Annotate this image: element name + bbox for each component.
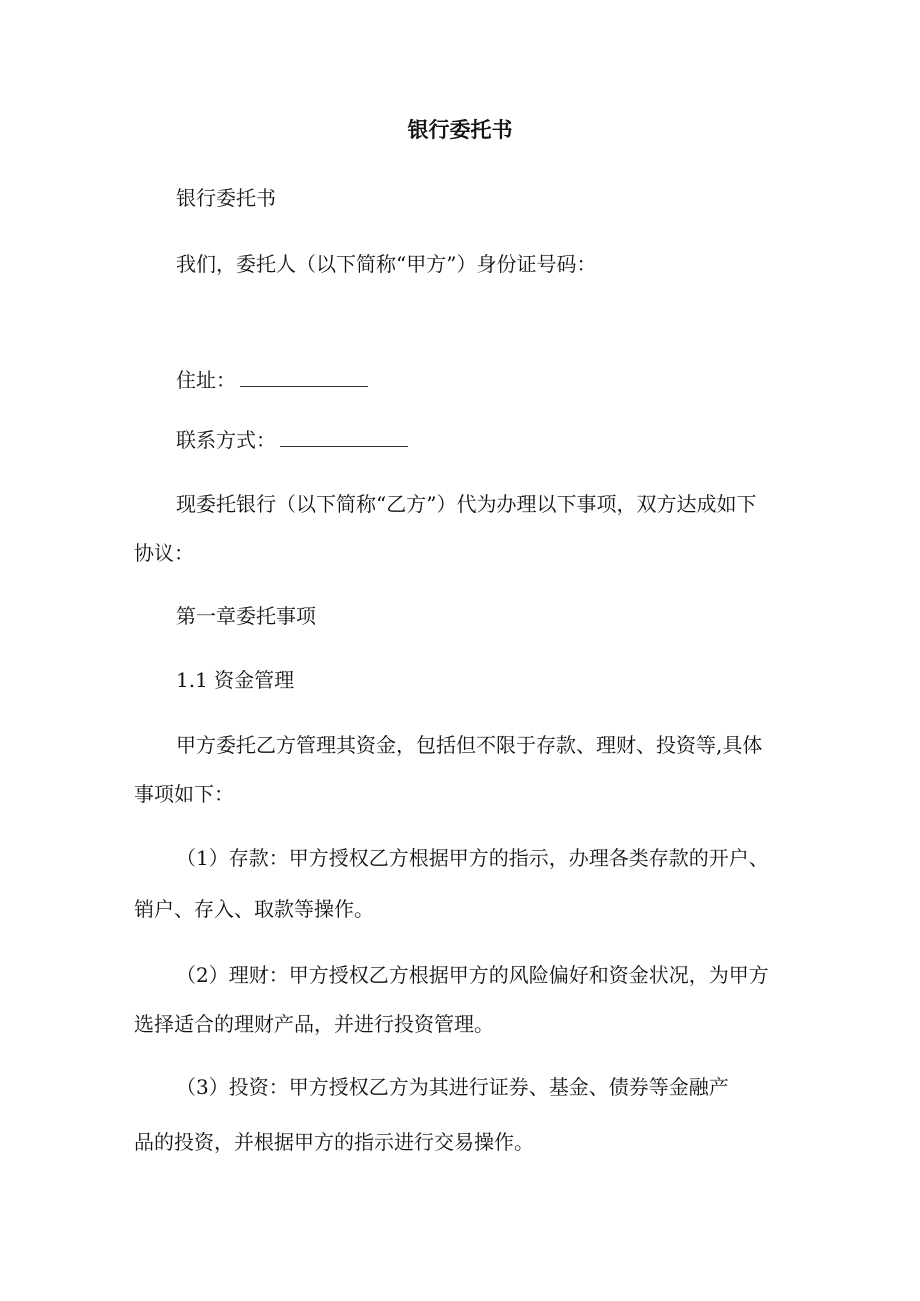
address-blank-line: [240, 368, 368, 387]
intro-text: 我们，委托人（以下简称“甲方”）身份证号码：: [176, 252, 597, 276]
contact-label: 联系方式：: [176, 428, 276, 452]
item-1-line-2: 销户、存入、取款等操作。: [134, 897, 374, 921]
document-subtitle: 银行委托书: [176, 186, 276, 210]
contact-blank-line: [280, 428, 408, 447]
paragraph-1-1-line-1: 甲方委托乙方管理其资金，包括但不限于存款、理财、投资等,具体: [176, 733, 763, 757]
contact-row: [176, 426, 408, 454]
item-3-line-1: （3）投资：甲方授权乙方为其进行证券、基金、债券等金融产: [176, 1075, 729, 1099]
document-title: 银行委托书: [407, 118, 513, 142]
item-2-line-2: 选择适合的理财产品，并进行投资管理。: [134, 1012, 494, 1036]
item-2-line-1: （2）理财：甲方授权乙方根据甲方的风险偏好和资金状况，为甲方: [176, 963, 769, 987]
section-1-1-heading: 1.1 资金管理: [176, 668, 295, 692]
entrust-line-1: 现委托银行（以下简称“乙方”）代为办理以下事项，双方达成如下: [176, 492, 757, 516]
item-3-line-2: 品的投资，并根据甲方的指示进行交易操作。: [134, 1130, 534, 1154]
address-label: 住址：: [176, 368, 236, 392]
item-1-line-1: （1）存款：甲方授权乙方根据甲方的指示，办理各类存款的开户、: [176, 846, 769, 870]
chapter-1-heading: 第一章委托事项: [176, 604, 316, 628]
entrust-line-2: 协议：: [134, 541, 194, 565]
paragraph-1-1-line-2: 事项如下：: [134, 782, 234, 806]
address-row: [176, 366, 368, 394]
